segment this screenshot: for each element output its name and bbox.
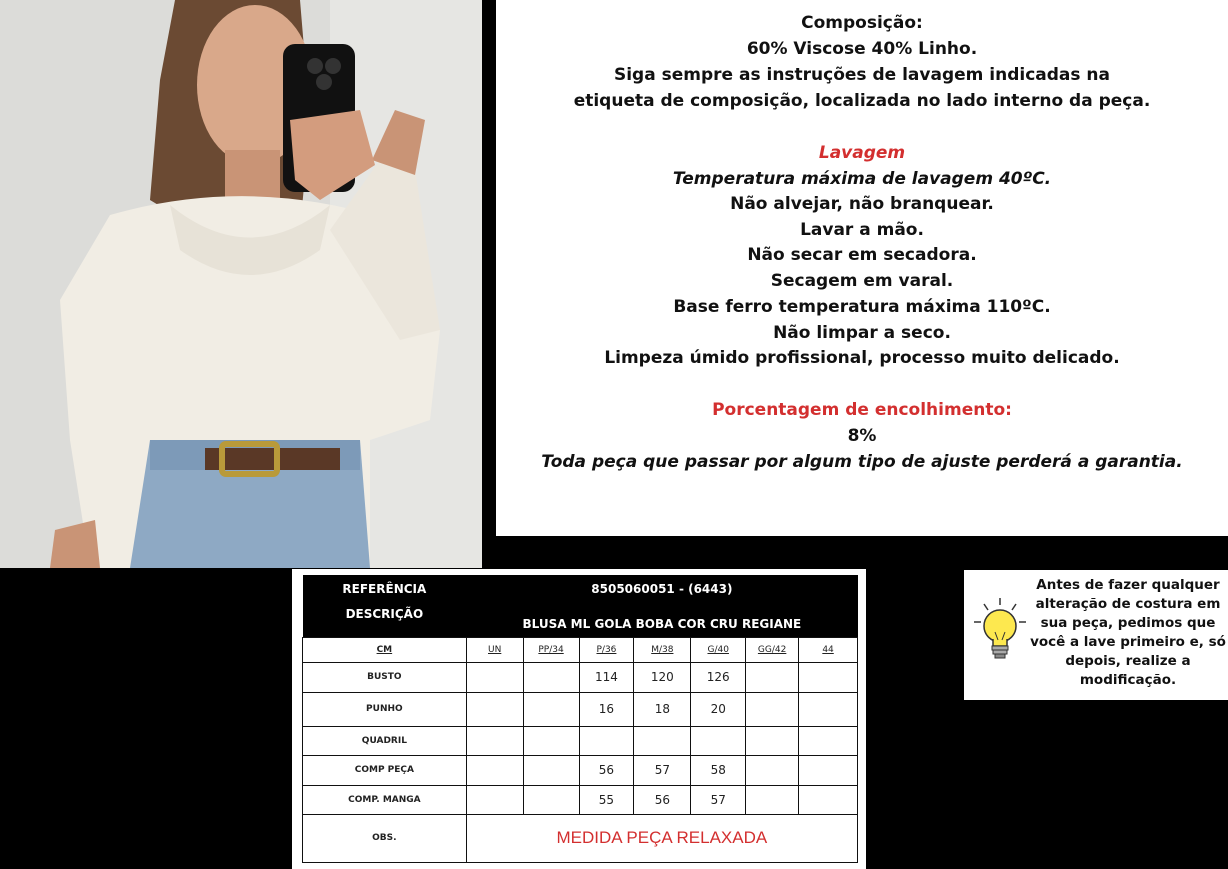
cell bbox=[579, 726, 634, 755]
size-table bbox=[302, 575, 858, 863]
note-line: modificação. bbox=[1079, 672, 1177, 688]
reference-label: REFERÊNCIA bbox=[303, 575, 467, 603]
washing-item: Não secar em secadora. bbox=[747, 245, 977, 265]
cell bbox=[746, 662, 799, 692]
size-header: G/40 bbox=[691, 637, 746, 662]
size-header: P/36 bbox=[579, 637, 634, 662]
cell: 120 bbox=[634, 662, 691, 692]
shrink-title: Porcentagem de encolhimento: bbox=[712, 400, 1012, 420]
washing-item: Base ferro temperatura máxima 110ºC. bbox=[673, 297, 1051, 317]
alteration-note bbox=[964, 570, 1228, 700]
size-table-card bbox=[292, 569, 866, 869]
description-value: BLUSA ML GOLA BOBA COR CRU REGIANE bbox=[466, 603, 857, 637]
care-info-panel bbox=[496, 0, 1228, 536]
cell: 16 bbox=[579, 692, 634, 726]
shrink-value: 8% bbox=[847, 426, 877, 446]
size-header: GG/42 bbox=[746, 637, 799, 662]
cell bbox=[523, 692, 579, 726]
cell bbox=[746, 726, 799, 755]
cell bbox=[799, 662, 858, 692]
cell bbox=[466, 692, 523, 726]
cell: 55 bbox=[579, 785, 634, 814]
cell: 56 bbox=[579, 755, 634, 785]
note-line: alteração de costura em bbox=[1035, 596, 1221, 612]
composition-text: 60% Viscose 40% Linho. bbox=[746, 39, 978, 59]
cell bbox=[634, 726, 691, 755]
reference-value: 8505060051 - (6443) bbox=[466, 575, 857, 603]
composition-title: Composição: bbox=[801, 13, 923, 33]
washing-item: Não alvejar, não branquear. bbox=[730, 194, 994, 214]
table-row bbox=[303, 726, 858, 755]
row-label: COMP PEÇA bbox=[303, 755, 467, 785]
cell: 114 bbox=[579, 662, 634, 692]
washing-item: Temperatura máxima de lavagem 40ºC. bbox=[672, 169, 1052, 189]
product-photo bbox=[0, 0, 482, 568]
cell bbox=[799, 726, 858, 755]
lightbulb-icon bbox=[970, 596, 1030, 676]
cell bbox=[466, 755, 523, 785]
note-line: sua peça, pedimos que bbox=[1040, 615, 1216, 631]
cell: 57 bbox=[691, 785, 746, 814]
cell: 18 bbox=[634, 692, 691, 726]
obs-row bbox=[303, 814, 858, 862]
note-text bbox=[1030, 576, 1226, 690]
unit-header: CM bbox=[303, 637, 467, 662]
cell: 57 bbox=[634, 755, 691, 785]
row-label: BUSTO bbox=[303, 662, 467, 692]
cell bbox=[746, 755, 799, 785]
cell bbox=[466, 785, 523, 814]
description-label: DESCRIÇÃO bbox=[303, 603, 467, 637]
table-row bbox=[303, 662, 858, 692]
cell bbox=[799, 785, 858, 814]
size-header: 44 bbox=[799, 637, 858, 662]
row-label: QUADRIL bbox=[303, 726, 467, 755]
washing-item: Não limpar a seco. bbox=[773, 323, 951, 343]
note-line: Antes de fazer qualquer bbox=[1036, 577, 1220, 593]
cell bbox=[523, 662, 579, 692]
model-illustration bbox=[0, 0, 482, 568]
note-line: você a lave primeiro e, só bbox=[1030, 634, 1226, 650]
washing-title: Lavagem bbox=[818, 143, 906, 163]
cell: 126 bbox=[691, 662, 746, 692]
cell bbox=[799, 755, 858, 785]
instructions-line-2: etiqueta de composição, localizada no lado interno da peça. bbox=[573, 91, 1151, 111]
washing-item: Lavar a mão. bbox=[800, 220, 924, 240]
instructions-line-1: Siga sempre as instruções de lavagem indicadas na bbox=[613, 65, 1110, 85]
size-header: M/38 bbox=[634, 637, 691, 662]
cell bbox=[691, 726, 746, 755]
washing-item: Secagem em varal. bbox=[770, 271, 954, 291]
row-label: PUNHO bbox=[303, 692, 467, 726]
cell: 20 bbox=[691, 692, 746, 726]
cell bbox=[466, 726, 523, 755]
cell bbox=[523, 785, 579, 814]
obs-value: MEDIDA PEÇA RELAXADA bbox=[466, 814, 857, 862]
warranty-text: Toda peça que passar por algum tipo de ajuste perderá a garantia. bbox=[541, 452, 1183, 472]
cell: 58 bbox=[691, 755, 746, 785]
cell bbox=[746, 692, 799, 726]
washing-item: Limpeza úmido profissional, processo muito delicado. bbox=[604, 348, 1120, 368]
note-line: depois, realize a bbox=[1065, 653, 1191, 669]
size-header: PP/34 bbox=[523, 637, 579, 662]
cell bbox=[523, 755, 579, 785]
cell bbox=[799, 692, 858, 726]
cell bbox=[523, 726, 579, 755]
table-row bbox=[303, 755, 858, 785]
row-label: COMP. MANGA bbox=[303, 785, 467, 814]
cell bbox=[746, 785, 799, 814]
obs-label: OBS. bbox=[303, 814, 467, 862]
table-row bbox=[303, 785, 858, 814]
cell: 56 bbox=[634, 785, 691, 814]
size-header: UN bbox=[466, 637, 523, 662]
table-row bbox=[303, 692, 858, 726]
cell bbox=[466, 662, 523, 692]
